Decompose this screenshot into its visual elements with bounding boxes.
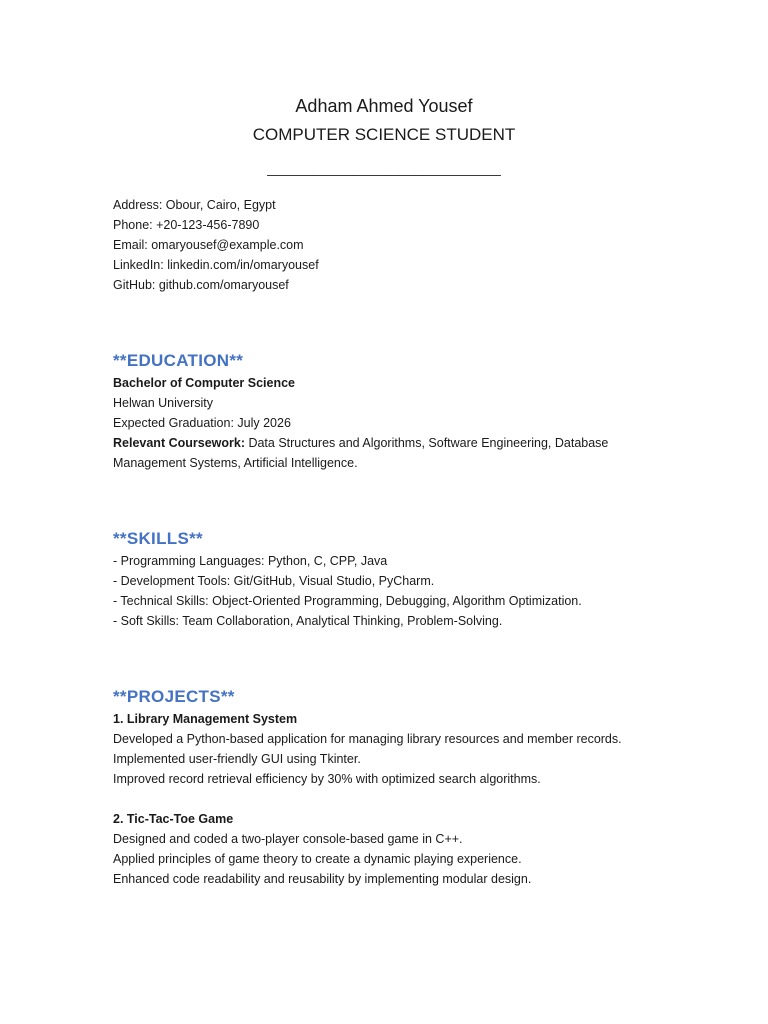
candidate-name: Adham Ahmed Yousef: [295, 96, 473, 116]
education-heading: **EDUCATION**: [113, 351, 244, 370]
header-divider: ______________________________: [267, 160, 501, 176]
contact-linkedin: LinkedIn: linkedin.com/in/omaryousef: [113, 258, 319, 272]
education-degree: Bachelor of Computer Science: [113, 376, 295, 390]
project-line: Implemented user-friendly GUI using Tkinter.: [113, 752, 361, 766]
project-line: Improved record retrieval efficiency by 30% with optimized search algorithms.: [113, 772, 541, 786]
project-title: 1. Library Management System: [113, 712, 298, 726]
skills-item: - Development Tools: Git/GitHub, Visual Studio, PyCharm.: [113, 574, 435, 588]
project-line: Enhanced code readability and reusability by implementing modular design.: [113, 872, 532, 886]
education-university: Helwan University: [113, 396, 214, 410]
skills-section: [113, 551, 653, 631]
skills-item: - Soft Skills: Team Collaboration, Analytical Thinking, Problem-Solving.: [113, 614, 503, 628]
contact-phone: Phone: +20-123-456-7890: [113, 218, 260, 232]
education-coursework: [113, 433, 653, 453]
projects-heading: **PROJECTS**: [113, 687, 235, 706]
project-line: Designed and coded a two-player console-based game in C++.: [113, 832, 463, 846]
project-line: Applied principles of game theory to create a dynamic playing experience.: [113, 852, 522, 866]
contact-address: Address: Obour, Cairo, Egypt: [113, 198, 276, 212]
contact-github: GitHub: github.com/omaryousef: [113, 278, 289, 292]
education-graduation: Expected Graduation: July 2026: [113, 416, 291, 430]
project-spacer: [113, 789, 653, 809]
projects-section: [113, 709, 653, 889]
skills-item: - Programming Languages: Python, C, CPP, Java: [113, 554, 388, 568]
skills-item: - Technical Skills: Object-Oriented Programming, Debugging, Algorithm Optimization.: [113, 594, 582, 608]
coursework-text-1: Data Structures and Algorithms, Software Engineering, Database: [244, 436, 609, 450]
coursework-label: Relevant Coursework:: [113, 436, 245, 450]
project-title: 2. Tic-Tac-Toe Game: [113, 812, 234, 826]
contact-info: [113, 195, 653, 295]
education-section: [113, 373, 653, 473]
coursework-text-2: Management Systems, Artificial Intelligence.: [113, 456, 358, 470]
candidate-title: COMPUTER SCIENCE STUDENT: [252, 125, 516, 144]
contact-email: Email: omaryousef@example.com: [113, 238, 304, 252]
project-line: Developed a Python-based application for managing library resources and member records.: [113, 732, 622, 746]
skills-heading: **SKILLS**: [113, 529, 203, 548]
